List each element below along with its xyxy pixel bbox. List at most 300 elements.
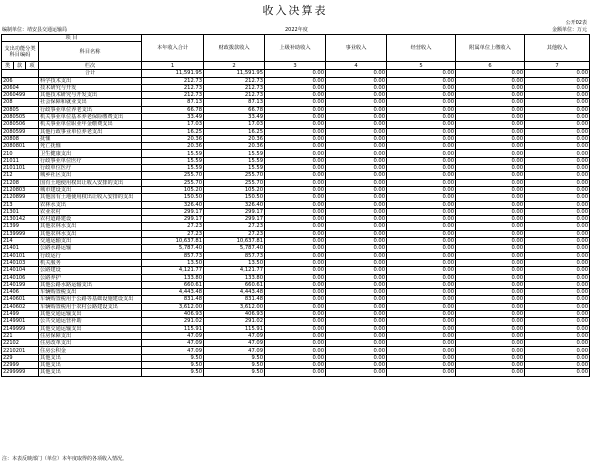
fiscal-value-cell: 857.73: [204, 252, 265, 259]
code-cell: 20604: [2, 84, 39, 91]
total-value-cell: 27.23: [142, 230, 204, 237]
code-cell: 2060499: [2, 92, 39, 99]
zero-value-cell: 0.00: [456, 354, 525, 361]
zero-value-cell: 0.00: [525, 165, 590, 172]
total-cell: 11,591.95: [142, 70, 204, 77]
zero-value-cell: 0.00: [265, 99, 326, 106]
zero-value-cell: 0.00: [525, 223, 590, 230]
zero-value-cell: 0.00: [326, 362, 387, 369]
zero-value-cell: 0.00: [326, 113, 387, 120]
zero-value-cell: 0.00: [456, 172, 525, 179]
zero-value-cell: 0.00: [326, 208, 387, 215]
zero-value-cell: 0.00: [387, 296, 456, 303]
zero-value-cell: 0.00: [265, 208, 326, 215]
zero-value-cell: 0.00: [387, 259, 456, 266]
total-label: 合计: [39, 70, 142, 77]
name-cell: 行政单位医疗: [39, 165, 142, 172]
zero-value-cell: 0.00: [265, 194, 326, 201]
name-cell: 抚恤: [39, 135, 142, 142]
col-num: 4: [326, 62, 387, 70]
total-value-cell: 27.23: [142, 223, 204, 230]
fiscal-value-cell: 20.36: [204, 135, 265, 142]
fiscal-value-cell: 212.73: [204, 92, 265, 99]
zero-value-cell: 0.00: [525, 128, 590, 135]
fiscal-value-cell: 9.50: [204, 369, 265, 376]
zero-value-cell: 0.00: [326, 172, 387, 179]
total-value-cell: 3,612.00: [142, 303, 204, 310]
zero-value-cell: 0.00: [525, 172, 590, 179]
fiscal-value-cell: 105.20: [204, 186, 265, 193]
zero-value-cell: 0.00: [265, 113, 326, 120]
zero-value-cell: 0.00: [525, 289, 590, 296]
table-row: [2, 194, 590, 201]
table-row: [2, 84, 590, 91]
table-row: [2, 77, 590, 84]
code-cell: 21301: [2, 208, 39, 215]
name-cell: 车辆购置税支出: [39, 289, 142, 296]
zero-value-cell: 0.00: [456, 216, 525, 223]
zero-value-cell: 0.00: [456, 135, 525, 142]
zero-value-cell: 0.00: [525, 150, 590, 157]
zero-value-cell: 0.00: [525, 77, 590, 84]
fiscal-value-cell: 17.03: [204, 121, 265, 128]
zero-value-cell: 0.00: [265, 238, 326, 245]
total-header: 本年收入合计: [142, 35, 204, 62]
zero-value-cell: 0.00: [265, 106, 326, 113]
code-cell: 22102: [2, 340, 39, 347]
lanci-label: 栏次: [39, 62, 142, 70]
name-header: 科目名称: [39, 42, 142, 62]
zero-value-cell: 0.00: [387, 135, 456, 142]
project-header: 项 目: [2, 35, 142, 42]
name-cell: 农林水支出: [39, 201, 142, 208]
zero-value-cell: 0.00: [326, 223, 387, 230]
total-value-cell: 20.36: [142, 135, 204, 142]
code-cell: 2139999: [2, 230, 39, 237]
zero-value-cell: 0.00: [387, 216, 456, 223]
zero-value-cell: 0.00: [265, 223, 326, 230]
form-code: 公开02表: [565, 20, 587, 26]
table-row: [2, 172, 590, 179]
code-header: 支出功能分类科目编码: [2, 42, 39, 62]
total-value-cell: 10,637.81: [142, 238, 204, 245]
zero-value-cell: 0.00: [265, 186, 326, 193]
zero-value-cell: 0.00: [525, 84, 590, 91]
zero-value-cell: 0.00: [265, 179, 326, 186]
total-value-cell: 299.17: [142, 216, 204, 223]
name-cell: 车辆购置税用于公路等基础设施建设支出: [39, 296, 142, 303]
zero-value-cell: 0.00: [387, 245, 456, 252]
zero-value-cell: 0.00: [525, 245, 590, 252]
zero-value-cell: 0.00: [265, 84, 326, 91]
zero-value-cell: 0.00: [387, 208, 456, 215]
fiscal-value-cell: 212.73: [204, 84, 265, 91]
zero-value-cell: 0.00: [387, 84, 456, 91]
name-cell: 其他支出: [39, 369, 142, 376]
table-row: [2, 230, 590, 237]
code-cell: 21011: [2, 157, 39, 164]
zero-value-cell: 0.00: [265, 340, 326, 347]
total-value-cell: 660.61: [142, 281, 204, 288]
zero-value-cell: 0.00: [387, 150, 456, 157]
total-value-cell: 16.25: [142, 128, 204, 135]
zero-value-cell: 0.00: [326, 77, 387, 84]
zero-value-cell: 0.00: [387, 354, 456, 361]
zero-value-cell: 0.00: [326, 216, 387, 223]
zero-value-cell: 0.00: [387, 172, 456, 179]
zero-value-cell: 0.00: [387, 165, 456, 172]
zero-value-cell: 0.00: [525, 303, 590, 310]
code-cell: 2140199: [2, 281, 39, 288]
fiscal-value-cell: 3,612.00: [204, 303, 265, 310]
zero-value-cell: 0.00: [326, 238, 387, 245]
subsidiary-header: 附属单位上缴收入: [456, 35, 525, 62]
total-value-cell: 115.91: [142, 325, 204, 332]
zero-value-cell: 0.00: [326, 194, 387, 201]
code-cell: 2140101: [2, 252, 39, 259]
zero-value-cell: 0.00: [387, 230, 456, 237]
name-cell: 行政运行: [39, 252, 142, 259]
zero-value-cell: 0.00: [265, 121, 326, 128]
zero-value-cell: 0.00: [525, 325, 590, 332]
zero-value-cell: 0.00: [456, 165, 525, 172]
total-cell: 11,591.95: [204, 70, 265, 77]
total-value-cell: 9.50: [142, 369, 204, 376]
fiscal-value-cell: 212.73: [204, 77, 265, 84]
total-value-cell: 9.50: [142, 362, 204, 369]
zero-value-cell: 0.00: [387, 332, 456, 339]
upper-header: 上级补助收入: [265, 35, 326, 62]
table-row: [2, 259, 590, 266]
zero-value-cell: 0.00: [265, 347, 326, 354]
name-cell: 其他交通运输支出: [39, 311, 142, 318]
code-cell: 20808: [2, 135, 39, 142]
fiscal-value-cell: 20.36: [204, 143, 265, 150]
name-cell: 技术研究与开发: [39, 84, 142, 91]
table-row: [2, 347, 590, 354]
zero-value-cell: 0.00: [456, 223, 525, 230]
zero-value-cell: 0.00: [265, 289, 326, 296]
zero-value-cell: 0.00: [326, 296, 387, 303]
total-value-cell: 133.80: [142, 274, 204, 281]
zero-value-cell: 0.00: [326, 165, 387, 172]
fiscal-value-cell: 291.02: [204, 318, 265, 325]
table-row: [2, 92, 590, 99]
zero-value-cell: 0.00: [326, 92, 387, 99]
code-cell: 22999: [2, 362, 39, 369]
zero-value-cell: 0.00: [326, 289, 387, 296]
zero-value-cell: 0.00: [456, 157, 525, 164]
total-value-cell: 33.49: [142, 113, 204, 120]
table-row: [2, 165, 590, 172]
zero-value-cell: 0.00: [525, 194, 590, 201]
total-value-cell: 87.13: [142, 99, 204, 106]
zero-value-cell: 0.00: [265, 143, 326, 150]
other-header: 其他收入: [525, 35, 590, 62]
table-row: [2, 121, 590, 128]
zero-value-cell: 0.00: [456, 362, 525, 369]
zero-value-cell: 0.00: [456, 289, 525, 296]
table-row: [2, 340, 590, 347]
total-value-cell: 47.09: [142, 332, 204, 339]
fiscal-value-cell: 4,121.77: [204, 267, 265, 274]
table-row: [2, 281, 590, 288]
zero-value-cell: 0.00: [456, 128, 525, 135]
zero-value-cell: 0.00: [326, 303, 387, 310]
table-row: [2, 325, 590, 332]
fiscal-value-cell: 10,637.81: [204, 238, 265, 245]
table-body: [2, 70, 590, 376]
zero-value-cell: 0.00: [387, 128, 456, 135]
zero-value-cell: 0.00: [525, 252, 590, 259]
table-row: [2, 135, 590, 142]
zero-value-cell: 0.00: [456, 113, 525, 120]
zero-value-cell: 0.00: [265, 165, 326, 172]
name-cell: 其他行政事业单位养老支出: [39, 128, 142, 135]
name-cell: 公路养护: [39, 274, 142, 281]
name-cell: 机关服务: [39, 259, 142, 266]
zero-value-cell: 0.00: [265, 303, 326, 310]
zero-value-cell: 0.00: [387, 143, 456, 150]
zero-value-cell: 0.00: [387, 223, 456, 230]
zero-value-cell: 0.00: [326, 106, 387, 113]
zero-value-cell: 0.00: [456, 238, 525, 245]
total-value-cell: 15.59: [142, 157, 204, 164]
fiscal-value-cell: 299.17: [204, 208, 265, 215]
total-value-cell: 9.50: [142, 354, 204, 361]
zero-value-cell: 0.00: [525, 208, 590, 215]
zero-value-cell: 0.00: [265, 230, 326, 237]
page-title: 收入决算表: [262, 4, 328, 17]
zero-value-cell: 0.00: [326, 230, 387, 237]
zero-value-cell: 0.00: [525, 179, 590, 186]
zero-value-cell: 0.00: [456, 194, 525, 201]
fiscal-value-cell: 15.59: [204, 150, 265, 157]
code-cell: 21401: [2, 245, 39, 252]
zero-value-cell: 0.00: [326, 135, 387, 142]
zero-value-cell: 0.00: [387, 318, 456, 325]
income-table: [1, 34, 590, 377]
code-cell: 2080599: [2, 128, 39, 135]
zero-value-cell: 0.00: [387, 303, 456, 310]
name-cell: 其他公路水路运输支出: [39, 281, 142, 288]
zero-value-cell: 0.00: [265, 296, 326, 303]
zero-value-cell: 0.00: [387, 325, 456, 332]
name-cell: 其他支出: [39, 354, 142, 361]
total-cell: 0.00: [326, 70, 387, 77]
col-num: 7: [525, 62, 590, 70]
table-row: [2, 289, 590, 296]
zero-value-cell: 0.00: [265, 267, 326, 274]
fiscal-value-cell: 15.59: [204, 165, 265, 172]
zero-value-cell: 0.00: [326, 150, 387, 157]
zero-value-cell: 0.00: [525, 201, 590, 208]
code-cell: 2140602: [2, 303, 39, 310]
zero-value-cell: 0.00: [265, 318, 326, 325]
zero-value-cell: 0.00: [525, 362, 590, 369]
zero-value-cell: 0.00: [265, 135, 326, 142]
total-value-cell: 255.70: [142, 179, 204, 186]
zero-value-cell: 0.00: [387, 201, 456, 208]
zero-value-cell: 0.00: [525, 347, 590, 354]
code-cell: 2140104: [2, 267, 39, 274]
zero-value-cell: 0.00: [265, 92, 326, 99]
zero-value-cell: 0.00: [456, 340, 525, 347]
code-cell: 2140103: [2, 259, 39, 266]
kuan-header: 款: [14, 62, 26, 70]
zero-value-cell: 0.00: [525, 186, 590, 193]
zero-value-cell: 0.00: [326, 121, 387, 128]
zero-value-cell: 0.00: [525, 238, 590, 245]
zero-value-cell: 0.00: [456, 77, 525, 84]
zero-value-cell: 0.00: [387, 362, 456, 369]
code-cell: 2140601: [2, 296, 39, 303]
name-cell: 国有土地使用权出让收入安排的支出: [39, 179, 142, 186]
code-cell: 210: [2, 150, 39, 157]
code-cell: 2080801: [2, 143, 39, 150]
zero-value-cell: 0.00: [525, 135, 590, 142]
fiscal-value-cell: 15.59: [204, 157, 265, 164]
code-cell: 2120803: [2, 186, 39, 193]
table-row: [2, 354, 590, 361]
table-row: [2, 369, 590, 376]
zero-value-cell: 0.00: [456, 281, 525, 288]
zero-value-cell: 0.00: [456, 179, 525, 186]
code-cell: 21499: [2, 311, 39, 318]
zero-value-cell: 0.00: [456, 332, 525, 339]
zero-value-cell: 0.00: [456, 92, 525, 99]
zero-value-cell: 0.00: [456, 201, 525, 208]
table-row: [2, 113, 590, 120]
zero-value-cell: 0.00: [265, 77, 326, 84]
xiang-header: 项: [26, 62, 39, 70]
zero-value-cell: 0.00: [387, 238, 456, 245]
name-cell: 机关事业单位职业年金缴费支出: [39, 121, 142, 128]
zero-value-cell: 0.00: [387, 274, 456, 281]
fiscal-value-cell: 47.09: [204, 332, 265, 339]
table-row: [2, 179, 590, 186]
zero-value-cell: 0.00: [456, 296, 525, 303]
fiscal-value-cell: 255.70: [204, 179, 265, 186]
zero-value-cell: 0.00: [387, 340, 456, 347]
fiscal-value-cell: 299.17: [204, 216, 265, 223]
fiscal-value-cell: 9.50: [204, 354, 265, 361]
zero-value-cell: 0.00: [326, 201, 387, 208]
fiscal-value-cell: 255.70: [204, 172, 265, 179]
zero-value-cell: 0.00: [387, 106, 456, 113]
col-num: 1: [142, 62, 204, 70]
zero-value-cell: 0.00: [387, 179, 456, 186]
table-row: [2, 216, 590, 223]
zero-value-cell: 0.00: [265, 172, 326, 179]
total-value-cell: 212.73: [142, 77, 204, 84]
zero-value-cell: 0.00: [525, 332, 590, 339]
name-cell: 车辆购置税用于农村公路建设支出: [39, 303, 142, 310]
fiscal-value-cell: 47.09: [204, 347, 265, 354]
total-value-cell: 150.50: [142, 194, 204, 201]
zero-value-cell: 0.00: [265, 201, 326, 208]
zero-value-cell: 0.00: [525, 230, 590, 237]
code-cell: 2130142: [2, 216, 39, 223]
zero-value-cell: 0.00: [456, 259, 525, 266]
code-cell: 2140106: [2, 274, 39, 281]
zero-value-cell: 0.00: [387, 289, 456, 296]
name-cell: 公共交通运营补助: [39, 318, 142, 325]
table-row: [2, 318, 590, 325]
zero-value-cell: 0.00: [456, 230, 525, 237]
table-row: [2, 143, 590, 150]
zero-value-cell: 0.00: [456, 186, 525, 193]
unit-label: 编制单位：靖安县交通运输局: [2, 27, 68, 33]
zero-value-cell: 0.00: [525, 318, 590, 325]
fiscal-value-cell: 326.40: [204, 201, 265, 208]
zero-value-cell: 0.00: [525, 311, 590, 318]
zero-value-cell: 0.00: [525, 354, 590, 361]
table-row: [2, 201, 590, 208]
total-value-cell: 291.02: [142, 318, 204, 325]
total-value-cell: 47.09: [142, 340, 204, 347]
code-cell: 213: [2, 201, 39, 208]
code-cell: 2120899: [2, 194, 39, 201]
total-value-cell: 212.73: [142, 92, 204, 99]
zero-value-cell: 0.00: [265, 325, 326, 332]
name-cell: 住房保障支出: [39, 332, 142, 339]
zero-value-cell: 0.00: [265, 311, 326, 318]
total-value-cell: 105.20: [142, 186, 204, 193]
table-row: [2, 296, 590, 303]
total-cell: 0.00: [456, 70, 525, 77]
zero-value-cell: 0.00: [326, 325, 387, 332]
code-cell: 2080506: [2, 121, 39, 128]
table-row: [2, 311, 590, 318]
table-row: [2, 106, 590, 113]
zero-value-cell: 0.00: [387, 369, 456, 376]
code-cell: 212: [2, 172, 39, 179]
year-label: 2022年度: [285, 27, 308, 33]
table-row: [2, 150, 590, 157]
name-cell: 卫生健康支出: [39, 150, 142, 157]
zero-value-cell: 0.00: [265, 128, 326, 135]
code-cell: 2149901: [2, 318, 39, 325]
zero-value-cell: 0.00: [387, 267, 456, 274]
table-row: [2, 208, 590, 215]
money-unit: 金额单位：万元: [551, 27, 587, 33]
fiscal-value-cell: 660.61: [204, 281, 265, 288]
code-cell: 2101101: [2, 165, 39, 172]
code-cell: 208: [2, 99, 39, 106]
name-cell: 其他交通运输支出: [39, 325, 142, 332]
col-num: 2: [204, 62, 265, 70]
zero-value-cell: 0.00: [387, 311, 456, 318]
fiscal-value-cell: 115.91: [204, 325, 265, 332]
zero-value-cell: 0.00: [326, 354, 387, 361]
zero-value-cell: 0.00: [456, 369, 525, 376]
total-value-cell: 212.73: [142, 84, 204, 91]
zero-value-cell: 0.00: [265, 252, 326, 259]
zero-value-cell: 0.00: [265, 259, 326, 266]
zero-value-cell: 0.00: [326, 318, 387, 325]
fiscal-value-cell: 27.23: [204, 223, 265, 230]
fiscal-value-cell: 5,787.40: [204, 245, 265, 252]
code-cell: 2210201: [2, 347, 39, 354]
table-row: [2, 252, 590, 259]
name-cell: 农业农村: [39, 208, 142, 215]
code-cell: 2080505: [2, 113, 39, 120]
zero-value-cell: 0.00: [456, 245, 525, 252]
zero-value-cell: 0.00: [265, 362, 326, 369]
zero-value-cell: 0.00: [456, 99, 525, 106]
zero-value-cell: 0.00: [456, 347, 525, 354]
